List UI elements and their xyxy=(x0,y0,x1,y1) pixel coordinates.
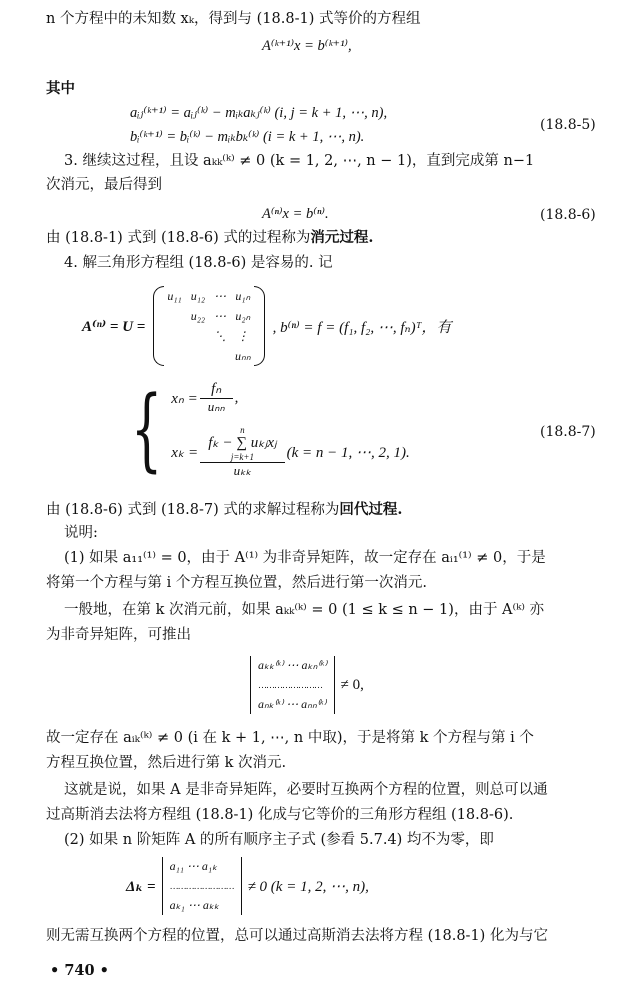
equation: bᵢ⁽ᵏ⁺¹⁾ = bᵢ⁽ᵏ⁾ − mᵢₖbₖ⁽ᵏ⁾ (i = k + 1, ⋯, n). xyxy=(130,129,365,145)
matrix-entry: u₁₂ xyxy=(190,289,206,303)
text-line: 故一定存在 aᵢₖ⁽ᵏ⁾ ≠ 0 (i 在 k + 1, ⋯, n 中取)，于是将第 k 个方程与第 i 个 xyxy=(46,730,534,746)
text-line: 一般地，在第 k 次消元前，如果 aₖₖ⁽ᵏ⁾ = 0 (1 ≤ k ≤ n − 1)，由于 A⁽ᵏ⁾ 亦 xyxy=(64,602,545,618)
equation: A⁽ⁿ⁾x = b⁽ⁿ⁾. xyxy=(262,206,329,222)
left-brace: { xyxy=(130,377,163,482)
matrix-entry: ⋯ xyxy=(214,309,227,323)
denominator: uₙₙ xyxy=(200,398,233,415)
det-rhs: ≠ 0, xyxy=(340,676,364,693)
text-line xyxy=(46,501,402,519)
text-line: 为非奇异矩阵，可推出 xyxy=(46,627,191,643)
equation: A⁽ᵏ⁺¹⁾x = b⁽ᵏ⁺¹⁾, xyxy=(262,38,352,54)
right-paren xyxy=(254,286,265,366)
equation-row xyxy=(171,425,410,479)
range: (k = n − 1, ⋯, 2, 1). xyxy=(286,444,410,461)
text-line: (1) 如果 a₁₁⁽¹⁾ = 0，由于 A⁽¹⁾ 为非奇异矩阵，故一定存在 aᵢ₁⁽¹⁾ ≠ 0，于是 xyxy=(64,550,546,566)
matrix-entry: ⋱ xyxy=(214,329,227,343)
det-rhs: ≠ 0 (k = 1, 2, ⋯, n), xyxy=(247,878,369,895)
term: 回代过程. xyxy=(339,501,403,518)
equation-label: (18.8-6) xyxy=(540,207,596,223)
det-row: a₁₁ ⋯ a₁ₖ xyxy=(169,859,218,873)
matrix-entry: u₁ₙ xyxy=(235,289,251,303)
det-row: aₙₖ⁽ᵏ⁾ ⋯ aₙₙ⁽ᵏ⁾ xyxy=(258,697,326,711)
text-line: n 个方程中的未知数 xₖ，得到与 (18.8-1) 式等价的方程组 xyxy=(46,11,421,27)
matrix-entry: u₂ₙ xyxy=(235,309,251,323)
matrix-empty xyxy=(191,348,205,364)
numerator-block xyxy=(204,425,280,462)
text-line: 将第一个方程与第 i 个方程互换位置，然后进行第一次消元. xyxy=(46,575,427,591)
text-line: 其中 xyxy=(46,80,75,97)
equation-label: (18.8-7) xyxy=(540,424,596,440)
back-substitution-system xyxy=(118,377,410,482)
determinant-expression xyxy=(244,650,364,720)
determinant xyxy=(250,656,335,714)
matrix-empty xyxy=(167,328,181,344)
matrix-empty xyxy=(214,348,226,364)
text: 由 (18.8-6) 式到 (18.8-7) 式的求解过程称为 xyxy=(46,502,340,518)
matrix-empty xyxy=(167,308,181,324)
matrix-equation xyxy=(82,280,451,372)
lhs: xₖ = xyxy=(171,444,199,461)
text-line: 方程互换位置，然后进行第 k 次消元. xyxy=(46,755,287,771)
equation-row xyxy=(171,381,410,415)
fraction xyxy=(204,425,280,479)
page-number: • 740 • xyxy=(50,962,109,979)
text-line: 3. 继续这过程，且设 aₖₖ⁽ᵏ⁾ ≠ 0 (k = 1, 2, ⋯, n − 1)，直到完成第 n−1 xyxy=(64,153,535,169)
matrix-empty xyxy=(191,328,205,344)
text-line: 过高斯消去法将方程组 (18.8-1) 化成与它等价的三角形方程组 (18.8-6). xyxy=(46,807,514,823)
text-line xyxy=(46,229,373,247)
numerator: fₖ − ∑ uₖⱼxⱼ xyxy=(208,435,277,451)
term: 消元过程. xyxy=(310,229,374,246)
det-row: …………………… xyxy=(258,680,322,690)
det-lhs: Δₖ = xyxy=(126,878,156,895)
text-line: 则无需互换两个方程的位置，总可以通过高斯消去法将方程 (18.8-1) 化为与它 xyxy=(46,928,548,944)
det-row: …………………… xyxy=(169,881,234,891)
matrix-rhs: , b⁽ⁿ⁾ = f = (f₁, f₂, ⋯, fₙ)ᵀ，有 xyxy=(272,319,452,336)
matrix-entry: u₁₁ xyxy=(167,289,182,303)
numerator: fₙ xyxy=(211,381,222,397)
punct: , xyxy=(234,389,239,406)
text-line: 4. 解三角形方程组 (18.8-6) 是容易的. 记 xyxy=(64,255,333,271)
text: 由 (18.8-1) 式到 (18.8-6) 式的过程称为 xyxy=(46,230,311,246)
matrix-entry: ⋯ xyxy=(214,289,227,303)
matrix-empty xyxy=(167,348,181,364)
equation-label: (18.8-5) xyxy=(540,117,596,133)
det-row: aₖₖ⁽ᵏ⁾ ⋯ aₖₙ⁽ᵏ⁾ xyxy=(258,658,327,672)
text-line: 这就是说，如果 A 是非奇异矩阵，必要时互换两个方程的位置，则总可以通 xyxy=(64,782,548,798)
matrix-entry: ⋮ xyxy=(236,329,249,343)
sum-upper: n xyxy=(240,425,245,435)
sum-lower: j=k+1 xyxy=(230,452,254,462)
determinant-expression xyxy=(126,852,369,920)
text-line: 说明: xyxy=(64,525,98,541)
left-paren xyxy=(153,286,164,366)
lhs: xₙ = xyxy=(171,390,198,407)
text-line: (2) 如果 n 阶矩阵 A 的所有顺序主子式 (参看 5.7.4) 均不为零，即 xyxy=(64,832,494,848)
determinant xyxy=(162,857,242,915)
det-row: aₖ₁ ⋯ aₖₖ xyxy=(169,898,220,912)
equation: aᵢⱼ⁽ᵏ⁺¹⁾ = aᵢⱼ⁽ᵏ⁾ − mᵢₖaₖⱼ⁽ᵏ⁾ (i, j = k + 1, ⋯, n), xyxy=(130,105,388,121)
matrix-lhs: A⁽ⁿ⁾ = U = xyxy=(82,318,146,335)
fraction xyxy=(204,381,229,415)
matrix-entry: uₙₙ xyxy=(235,349,251,363)
matrix-entry: u₂₂ xyxy=(190,309,206,323)
denominator: uₖₖ xyxy=(200,462,284,479)
upper-triangular-matrix xyxy=(153,286,264,366)
text-line: 次消元，最后得到 xyxy=(46,177,162,193)
